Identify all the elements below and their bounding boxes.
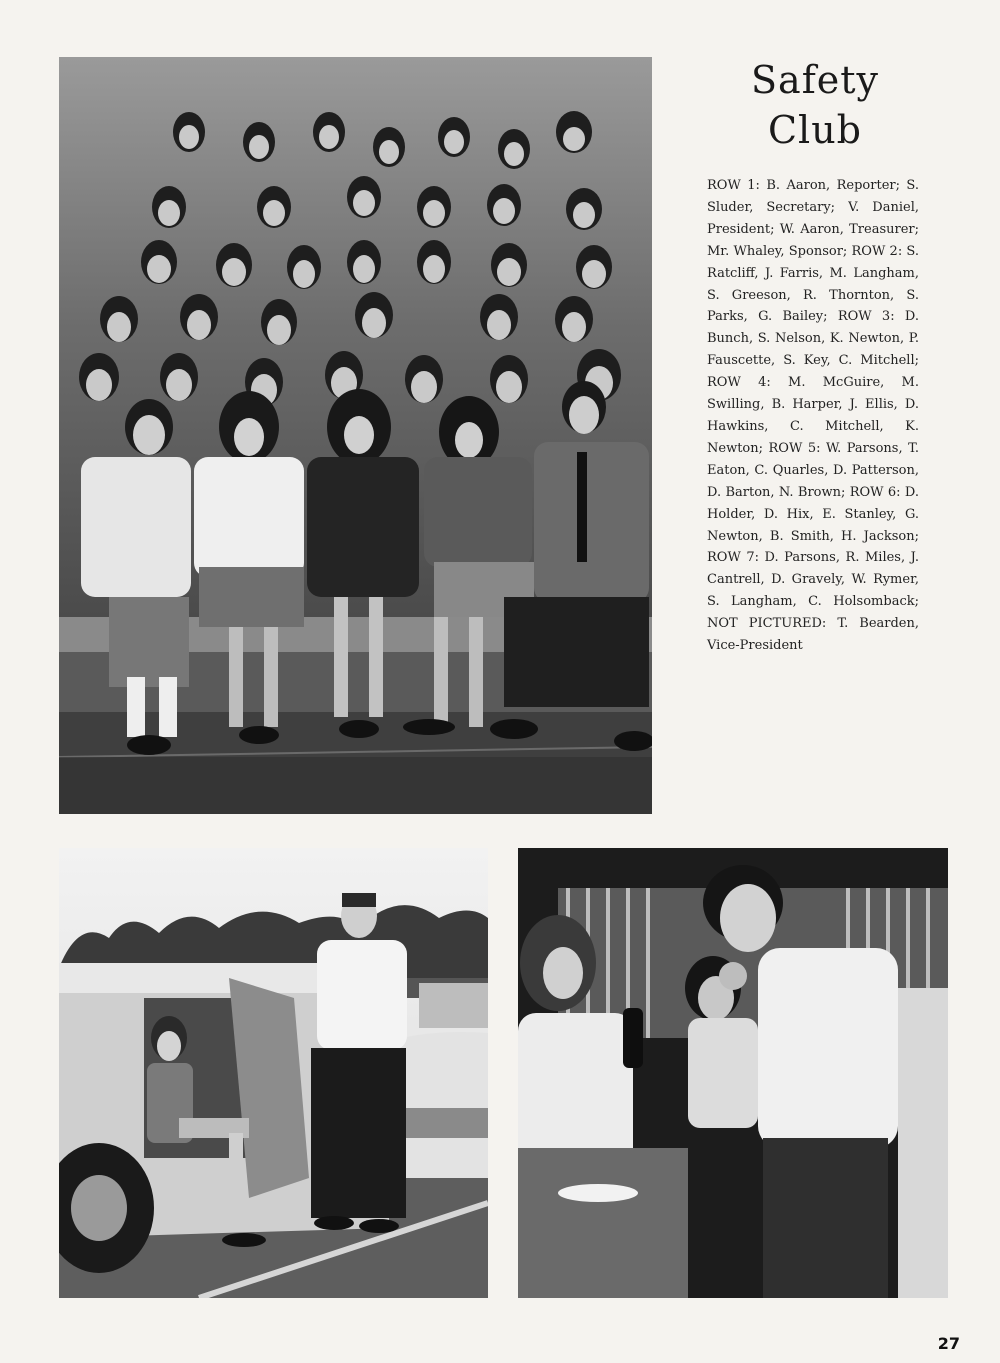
page-title-line1: Safety bbox=[751, 58, 879, 102]
member-caption: ROW 1: B. Aaron, Reporter; S. Sluder, Secretary; V. Daniel, President; W. Aaron, Treasurer; Mr. Whaley, Sponsor; ROW 2: S. Ratcliff, J. Farris, M. Langham, S. Greeson, R. Thornton, S. Parks, G. Bailey; ROW 3: D. Bunch, S. Nelson, K. Newton, P. Fauscette, S. Key, C. Mitchell; ROW 4: M. McGuire, M. Swilling, B. Harper, J. Ellis, D. Hawkins, C. Mitchell, K. Newton; ROW 5: W. Parsons, T. Eaton, C. Quarles, D. Patterson, D. Barton, N. Brown; ROW 6: D. Holder, D. Hix, E. Stanley, G. Newton, B. Smith, H. Jackson; ROW 7: D. Parsons, R. Miles, J. Cantrell, D. Gravely, W. Rymer, S. Langham, C. Holsomback; NOT PICTURED: T. Bearden, Vice-President bbox=[707, 178, 919, 654]
party-photo-image bbox=[518, 848, 948, 1298]
page-number: 27 bbox=[937, 1334, 960, 1353]
title-block bbox=[690, 55, 940, 155]
page-title-line2: Club bbox=[767, 108, 863, 152]
group-photo-image bbox=[59, 57, 652, 814]
party-photo bbox=[518, 848, 948, 1298]
group-photo bbox=[59, 57, 652, 814]
car-photo-image bbox=[59, 848, 488, 1298]
car-photo bbox=[59, 848, 488, 1298]
